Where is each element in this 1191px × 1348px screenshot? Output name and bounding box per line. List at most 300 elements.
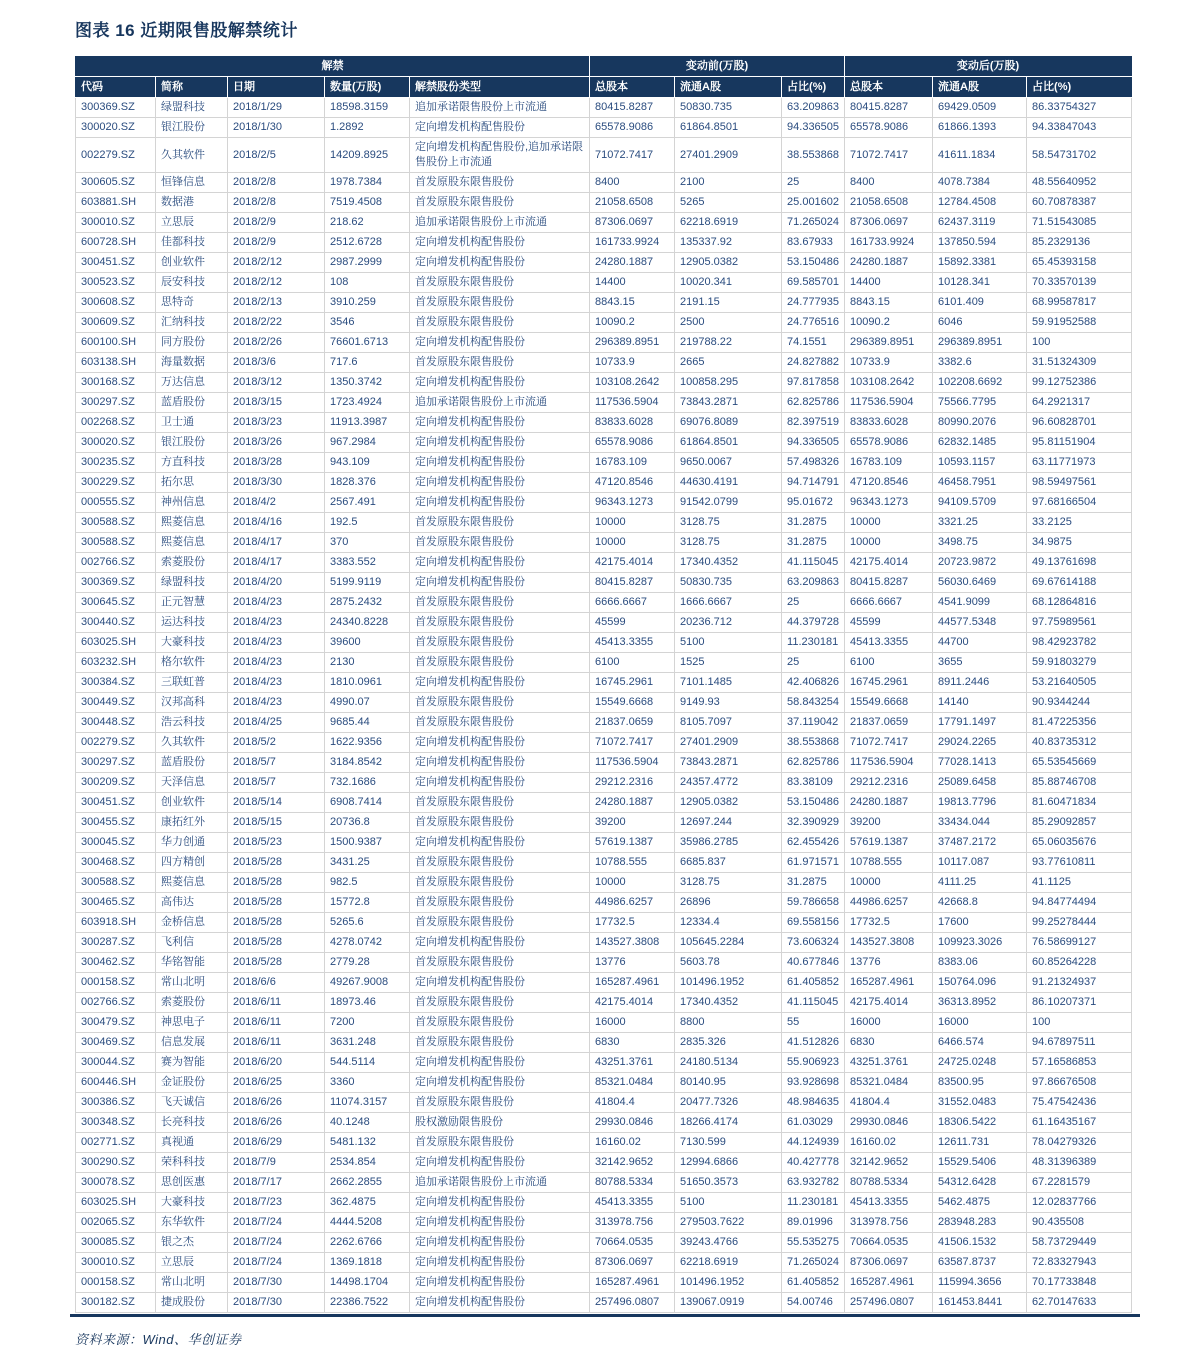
cell-post-pct: 71.51543085 [1027,213,1132,233]
cell-pre-float: 24180.5134 [675,1053,782,1073]
cell-post-pct: 68.12864816 [1027,593,1132,613]
cell-date: 2018/4/23 [228,613,325,633]
cell-date: 2018/6/25 [228,1073,325,1093]
cell-type: 首发原股东限售股份 [410,993,590,1013]
cell-name: 金证股份 [156,1073,228,1093]
cell-code: 300020.SZ [76,433,156,453]
cell-quantity: 3431.25 [325,853,410,873]
cell-post-float: 3498.75 [933,533,1027,553]
cell-quantity: 3184.8542 [325,753,410,773]
cell-type: 定向增发机构配售股份 [410,1293,590,1313]
cell-pre-total: 43251.3761 [590,1053,675,1073]
table-row [76,733,1132,753]
cell-post-float: 77028.1413 [933,753,1027,773]
table-body [76,98,1132,1313]
cell-date: 2018/7/23 [228,1193,325,1213]
cell-code: 002279.SZ [76,733,156,753]
cell-type: 定向增发机构配售股份 [410,753,590,773]
cell-pre-total: 15549.6668 [590,693,675,713]
cell-post-pct: 94.33847043 [1027,118,1132,138]
cell-pre-float: 12905.0382 [675,253,782,273]
cell-type: 首发原股东限售股份 [410,793,590,813]
cell-type: 首发原股东限售股份 [410,713,590,733]
cell-post-pct: 93.77610811 [1027,853,1132,873]
cell-pre-pct: 25.001602 [782,193,845,213]
cell-pre-float: 1525 [675,653,782,673]
cell-post-total: 65578.9086 [845,118,933,138]
cell-pre-pct: 25 [782,653,845,673]
cell-post-total: 161733.9924 [845,233,933,253]
cell-date: 2018/5/2 [228,733,325,753]
cell-type: 首发原股东限售股份 [410,273,590,293]
cell-pre-pct: 31.2875 [782,533,845,553]
cell-pre-float: 12905.0382 [675,793,782,813]
cell-post-pct: 85.2329136 [1027,233,1132,253]
cell-pre-float: 5265 [675,193,782,213]
cell-pre-total: 165287.4961 [590,1273,675,1293]
cell-name: 立思辰 [156,213,228,233]
table-row [76,273,1132,293]
cell-post-pct: 94.84774494 [1027,893,1132,913]
table-row [76,753,1132,773]
cell-pre-float: 62218.6919 [675,213,782,233]
cell-date: 2018/6/11 [228,1013,325,1033]
cell-type: 首发原股东限售股份 [410,893,590,913]
cell-type: 定向增发机构配售股份 [410,1253,590,1273]
cell-name: 信息发展 [156,1033,228,1053]
cell-pre-pct: 55 [782,1013,845,1033]
cell-post-total: 10733.9 [845,353,933,373]
cell-type: 定向增发机构配售股份 [410,373,590,393]
cell-date: 2018/6/26 [228,1113,325,1133]
cell-post-pct: 57.16586853 [1027,1053,1132,1073]
cell-quantity: 218.62 [325,213,410,233]
table-row [76,553,1132,573]
cell-pre-float: 3128.75 [675,513,782,533]
cell-post-float: 283948.283 [933,1213,1027,1233]
cell-pre-total: 87306.0697 [590,213,675,233]
cell-quantity: 2779.28 [325,953,410,973]
cell-code: 603138.SH [76,353,156,373]
cell-date: 2018/5/7 [228,773,325,793]
cell-code: 300369.SZ [76,98,156,118]
cell-code: 300045.SZ [76,833,156,853]
cell-pre-total: 143527.3808 [590,933,675,953]
cell-post-total: 71072.7417 [845,733,933,753]
cell-post-float: 41611.1834 [933,138,1027,173]
cell-date: 2018/5/23 [228,833,325,853]
cell-pre-float: 62218.6919 [675,1253,782,1273]
cell-type: 首发原股东限售股份 [410,533,590,553]
cell-pre-total: 85321.0484 [590,1073,675,1093]
cell-pre-float: 2500 [675,313,782,333]
cell-pre-pct: 62.825786 [782,393,845,413]
cell-pre-float: 20236.712 [675,613,782,633]
cell-post-total: 29212.2316 [845,773,933,793]
cell-pre-float: 26896 [675,893,782,913]
cell-post-total: 57619.1387 [845,833,933,853]
table-row [76,1153,1132,1173]
cell-pre-pct: 40.677846 [782,953,845,973]
cell-type: 定向增发机构配售股份 [410,573,590,593]
cell-name: 常山北明 [156,973,228,993]
cell-post-float: 62437.3119 [933,213,1027,233]
cell-quantity: 18973.46 [325,993,410,1013]
cell-post-float: 41506.1532 [933,1233,1027,1253]
table-row [76,853,1132,873]
cell-pre-pct: 97.817858 [782,373,845,393]
cell-pre-total: 17732.5 [590,913,675,933]
table-row [76,613,1132,633]
cell-post-total: 117536.5904 [845,393,933,413]
cell-name: 同方股份 [156,333,228,353]
cell-pre-float: 101496.1952 [675,973,782,993]
cell-code: 002279.SZ [76,138,156,173]
cell-type: 定向增发机构配售股份 [410,493,590,513]
table-row [76,653,1132,673]
page-title: 图表 16 近期限售股解禁统计 [75,21,298,40]
cell-post-pct: 65.53545669 [1027,753,1132,773]
cell-post-float: 63587.8737 [933,1253,1027,1273]
cell-pre-float: 2191.15 [675,293,782,313]
cell-pre-float: 69076.8089 [675,413,782,433]
cell-pre-float: 10020.341 [675,273,782,293]
cell-date: 2018/3/6 [228,353,325,373]
cell-type: 首发原股东限售股份 [410,633,590,653]
cell-name: 恒锋信息 [156,173,228,193]
cell-quantity: 4990.07 [325,693,410,713]
cell-post-float: 75566.7795 [933,393,1027,413]
cell-post-float: 10593.1157 [933,453,1027,473]
cell-code: 600728.SH [76,233,156,253]
cell-post-pct: 65.06035676 [1027,833,1132,853]
cell-date: 2018/3/12 [228,373,325,393]
cell-name: 数据港 [156,193,228,213]
cell-code: 300469.SZ [76,1033,156,1053]
cell-pre-float: 9149.93 [675,693,782,713]
cell-date: 2018/5/15 [228,813,325,833]
cell-code: 603232.SH [76,653,156,673]
table-row [76,973,1132,993]
cell-pre-pct: 38.553868 [782,733,845,753]
cell-code: 300168.SZ [76,373,156,393]
cell-type: 首发原股东限售股份 [410,1093,590,1113]
cell-post-pct: 34.9875 [1027,533,1132,553]
cell-quantity: 370 [325,533,410,553]
data-source-note: 资料来源：Wind、华创证券 [75,1332,242,1347]
cell-pre-float: 18266.4174 [675,1113,782,1133]
cell-pre-pct: 24.776516 [782,313,845,333]
cell-pre-total: 71072.7417 [590,138,675,173]
cell-pre-pct: 61.405852 [782,973,845,993]
column-header-date: 日期 [228,77,325,98]
cell-post-pct: 63.11771973 [1027,453,1132,473]
cell-code: 300297.SZ [76,393,156,413]
cell-pre-total: 80415.8287 [590,573,675,593]
cell-type: 定向增发机构配售股份 [410,433,590,453]
cell-pre-float: 17340.4352 [675,993,782,1013]
cell-pre-total: 29212.2316 [590,773,675,793]
cell-code: 300290.SZ [76,1153,156,1173]
group-header-unlock: 解禁 [76,56,590,77]
cell-post-total: 45413.3355 [845,633,933,653]
cell-pre-total: 65578.9086 [590,118,675,138]
cell-type: 定向增发机构配售股份 [410,253,590,273]
cell-pre-total: 44986.6257 [590,893,675,913]
cell-code: 300605.SZ [76,173,156,193]
cell-code: 300209.SZ [76,773,156,793]
cell-quantity: 1350.3742 [325,373,410,393]
cell-type: 定向增发机构配售股份 [410,473,590,493]
cell-post-pct: 85.88746708 [1027,773,1132,793]
column-header-name: 简称 [156,77,228,98]
cell-post-float: 62832.1485 [933,433,1027,453]
cell-code: 603918.SH [76,913,156,933]
cell-type: 定向增发机构配售股份 [410,1193,590,1213]
cell-pre-pct: 94.336505 [782,433,845,453]
table-row [76,593,1132,613]
cell-pre-float: 12994.6866 [675,1153,782,1173]
cell-pre-total: 6100 [590,653,675,673]
table-row [76,293,1132,313]
cell-pre-pct: 61.405852 [782,1273,845,1293]
cell-post-pct: 99.12752386 [1027,373,1132,393]
cell-post-total: 42175.4014 [845,553,933,573]
cell-quantity: 2875.2432 [325,593,410,613]
cell-quantity: 717.6 [325,353,410,373]
cell-post-total: 39200 [845,813,933,833]
cell-pre-float: 50830.735 [675,98,782,118]
cell-code: 002766.SZ [76,553,156,573]
cell-pre-total: 296389.8951 [590,333,675,353]
table-row [76,1113,1132,1133]
cell-post-pct: 78.04279326 [1027,1133,1132,1153]
cell-date: 2018/5/28 [228,933,325,953]
cell-post-total: 10788.555 [845,853,933,873]
cell-pre-float: 20477.7326 [675,1093,782,1113]
cell-post-float: 20723.9872 [933,553,1027,573]
cell-date: 2018/4/20 [228,573,325,593]
cell-post-float: 69429.0509 [933,98,1027,118]
cell-post-pct: 98.59497561 [1027,473,1132,493]
cell-name: 正元智慧 [156,593,228,613]
cell-pre-float: 44630.4191 [675,473,782,493]
table-row [76,813,1132,833]
cell-post-pct: 49.13761698 [1027,553,1132,573]
cell-pre-float: 8105.7097 [675,713,782,733]
cell-type: 追加承诺限售股份上市流通 [410,213,590,233]
cell-post-float: 102208.6692 [933,373,1027,393]
cell-type: 首发原股东限售股份 [410,1013,590,1033]
cell-name: 天泽信息 [156,773,228,793]
cell-post-total: 6666.6667 [845,593,933,613]
cell-name: 银江股份 [156,118,228,138]
cell-pre-float: 12334.4 [675,913,782,933]
cell-type: 首发原股东限售股份 [410,953,590,973]
cell-post-total: 24280.1887 [845,793,933,813]
cell-quantity: 2987.2999 [325,253,410,273]
cell-pre-pct: 53.150486 [782,793,845,813]
cell-quantity: 24340.8228 [325,613,410,633]
cell-post-total: 45413.3355 [845,1193,933,1213]
table-row [76,1293,1132,1313]
cell-type: 首发原股东限售股份 [410,293,590,313]
cell-code: 002771.SZ [76,1133,156,1153]
cell-post-total: 16160.02 [845,1133,933,1153]
cell-name: 创业软件 [156,793,228,813]
cell-post-pct: 86.33754327 [1027,98,1132,118]
cell-pre-total: 45413.3355 [590,633,675,653]
cell-post-pct: 58.54731702 [1027,138,1132,173]
cell-post-total: 87306.0697 [845,1253,933,1273]
cell-post-total: 143527.3808 [845,933,933,953]
cell-name: 熙菱信息 [156,533,228,553]
table-row [76,953,1132,973]
cell-type: 股权激励限售股份 [410,1113,590,1133]
cell-type: 追加承诺限售股份上市流通 [410,98,590,118]
cell-pre-total: 16160.02 [590,1133,675,1153]
cell-name: 久其软件 [156,138,228,173]
column-header-pre-total: 总股本 [590,77,675,98]
cell-quantity: 14498.1704 [325,1273,410,1293]
cell-pre-pct: 55.906923 [782,1053,845,1073]
cell-post-float: 31552.0483 [933,1093,1027,1113]
cell-quantity: 5199.9119 [325,573,410,593]
cell-post-float: 6046 [933,313,1027,333]
table-row [76,1133,1132,1153]
cell-post-total: 47120.8546 [845,473,933,493]
cell-pre-total: 24280.1887 [590,793,675,813]
cell-post-float: 6466.574 [933,1033,1027,1053]
cell-quantity: 11913.3987 [325,413,410,433]
cell-name: 思创医惠 [156,1173,228,1193]
cell-type: 定向增发机构配售股份 [410,453,590,473]
cell-post-float: 17791.1497 [933,713,1027,733]
table-row [76,98,1132,118]
cell-date: 2018/5/14 [228,793,325,813]
cell-post-pct: 41.1125 [1027,873,1132,893]
cell-code: 300297.SZ [76,753,156,773]
cell-code: 300348.SZ [76,1113,156,1133]
cell-name: 久其软件 [156,733,228,753]
cell-pre-pct: 83.38109 [782,773,845,793]
cell-type: 首发原股东限售股份 [410,593,590,613]
cell-type: 定向增发机构配售股份 [410,1273,590,1293]
cell-pre-total: 6666.6667 [590,593,675,613]
cell-date: 2018/1/30 [228,118,325,138]
table-row [76,253,1132,273]
cell-pre-pct: 25 [782,173,845,193]
cell-name: 思特奇 [156,293,228,313]
cell-date: 2018/4/17 [228,553,325,573]
table-row [76,1033,1132,1053]
cell-pre-total: 16745.2961 [590,673,675,693]
cell-post-pct: 69.67614188 [1027,573,1132,593]
table-row [76,393,1132,413]
cell-type: 首发原股东限售股份 [410,653,590,673]
cell-pre-float: 73843.2871 [675,393,782,413]
cell-pre-float: 2835.326 [675,1033,782,1053]
cell-quantity: 1369.1818 [325,1253,410,1273]
cell-code: 300384.SZ [76,673,156,693]
table-row [76,118,1132,138]
cell-post-total: 8400 [845,173,933,193]
cell-code: 300386.SZ [76,1093,156,1113]
cell-pre-float: 17340.4352 [675,553,782,573]
cell-post-total: 65578.9086 [845,433,933,453]
cell-name: 金桥信息 [156,913,228,933]
cell-name: 蓝盾股份 [156,393,228,413]
cell-type: 首发原股东限售股份 [410,313,590,333]
cell-name: 神州信息 [156,493,228,513]
cell-date: 2018/4/23 [228,673,325,693]
cell-pre-pct: 71.265024 [782,1253,845,1273]
cell-date: 2018/2/13 [228,293,325,313]
cell-post-float: 4078.7384 [933,173,1027,193]
cell-type: 首发原股东限售股份 [410,353,590,373]
cell-pre-pct: 63.209863 [782,98,845,118]
cell-name: 神思电子 [156,1013,228,1033]
cell-quantity: 15772.8 [325,893,410,913]
cell-pre-total: 41804.4 [590,1093,675,1113]
cell-post-pct: 59.91803279 [1027,653,1132,673]
cell-pre-float: 8800 [675,1013,782,1033]
table-row [76,138,1132,173]
cell-code: 300182.SZ [76,1293,156,1313]
cell-post-total: 13776 [845,953,933,973]
column-header-pre-float: 流通A股 [675,77,782,98]
cell-post-pct: 70.33570139 [1027,273,1132,293]
table-row [76,693,1132,713]
cell-post-float: 25089.6458 [933,773,1027,793]
cell-code: 300451.SZ [76,793,156,813]
cell-post-total: 24280.1887 [845,253,933,273]
cell-type: 定向增发机构配售股份 [410,333,590,353]
cell-quantity: 7200 [325,1013,410,1033]
cell-name: 大豪科技 [156,1193,228,1213]
cell-quantity: 2662.2855 [325,1173,410,1193]
cell-pre-total: 57619.1387 [590,833,675,853]
cell-post-total: 313978.756 [845,1213,933,1233]
cell-pre-total: 80788.5334 [590,1173,675,1193]
cell-date: 2018/2/26 [228,333,325,353]
table-row [76,993,1132,1013]
cell-post-total: 165287.4961 [845,1273,933,1293]
cell-pre-pct: 44.379728 [782,613,845,633]
cell-post-pct: 31.51324309 [1027,353,1132,373]
cell-type: 定向增发机构配售股份 [410,413,590,433]
cell-pre-float: 105645.2284 [675,933,782,953]
cell-code: 000158.SZ [76,1273,156,1293]
cell-quantity: 3360 [325,1073,410,1093]
cell-code: 300044.SZ [76,1053,156,1073]
cell-pre-float: 6685.837 [675,853,782,873]
cell-quantity: 5481.132 [325,1133,410,1153]
unlock-stats-table [75,56,1132,1313]
table-row [76,453,1132,473]
cell-name: 常山北明 [156,1273,228,1293]
cell-post-float: 10128.341 [933,273,1027,293]
cell-post-total: 16783.109 [845,453,933,473]
table-row [76,213,1132,233]
column-header-pre-pct: 占比(%) [782,77,845,98]
cell-post-float: 3382.6 [933,353,1027,373]
cell-pre-total: 257496.0807 [590,1293,675,1313]
cell-post-pct: 91.21324937 [1027,973,1132,993]
cell-type: 首发原股东限售股份 [410,193,590,213]
cell-quantity: 9685.44 [325,713,410,733]
cell-pre-pct: 42.406826 [782,673,845,693]
